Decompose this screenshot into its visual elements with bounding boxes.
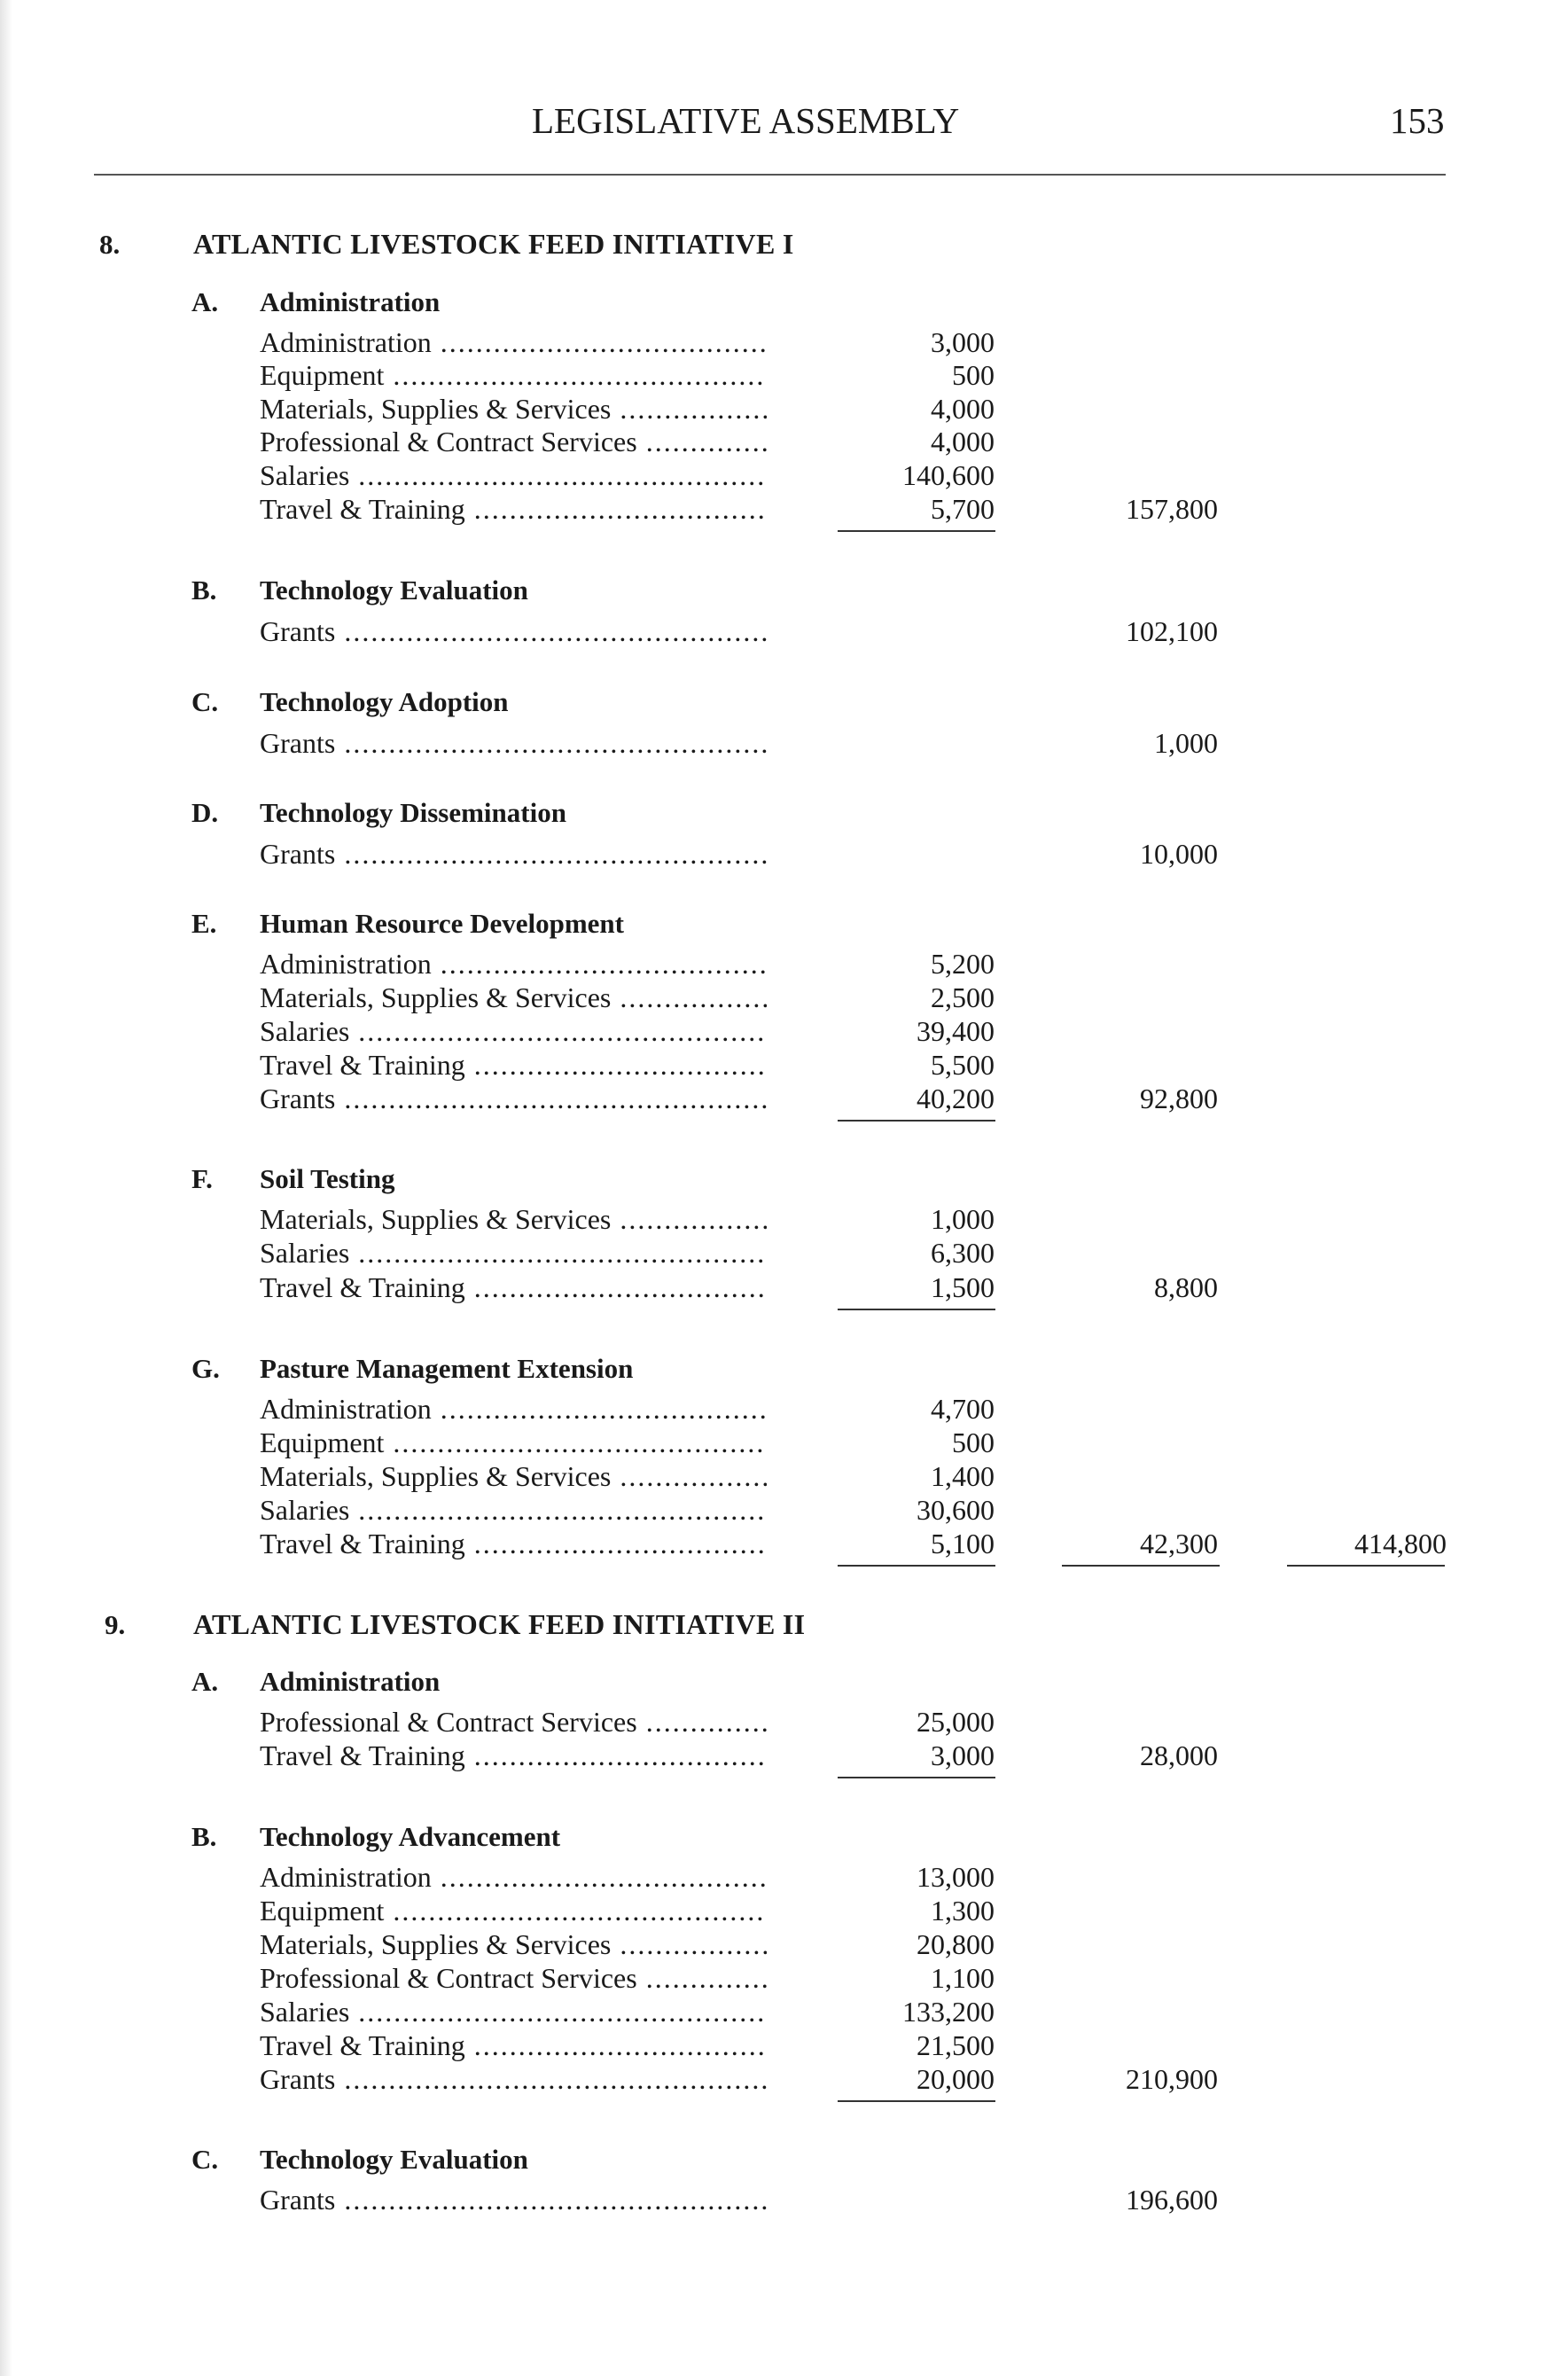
total-rule xyxy=(1287,1565,1445,1567)
section-title: Administration xyxy=(260,1666,441,1697)
section-subtotal: 1,000 xyxy=(1154,727,1218,759)
subtotal-rule xyxy=(838,1309,995,1310)
line-item-label: Salaries ..... xyxy=(260,459,767,492)
section-letter: C. xyxy=(191,2144,219,2175)
section-letter: A. xyxy=(191,286,219,317)
section-subtotal: 8,800 xyxy=(1154,1271,1218,1303)
section-letter: G. xyxy=(191,1353,220,1384)
line-item-label: Materials, Supplies & Services ..... xyxy=(260,1928,767,1961)
line-item-amount: 13,000 xyxy=(917,1861,995,1893)
program-title: ATLANTIC LIVESTOCK FEED INITIATIVE I xyxy=(193,228,794,260)
line-item-amount: 2,500 xyxy=(931,981,995,1013)
line-item-label: Materials, Supplies & Services ..... xyxy=(260,1203,767,1236)
line-item xyxy=(0,1528,1568,1561)
line-item-amount: 1,500 xyxy=(931,1271,995,1303)
line-item-label: Equipment ..... xyxy=(260,1426,767,1459)
section-title: Technology Evaluation xyxy=(260,574,528,606)
section-letter: B. xyxy=(191,574,217,606)
line-item-amount: 133,200 xyxy=(902,1996,995,2028)
line-item-label: Administration ..... xyxy=(260,326,767,359)
section-title: Technology Dissemination xyxy=(260,797,566,828)
program-title: ATLANTIC LIVESTOCK FEED INITIATIVE II xyxy=(193,1608,806,1640)
line-item-label: Administration ..... xyxy=(260,948,767,981)
subtotal-rule xyxy=(838,530,995,532)
line-item xyxy=(0,426,1568,459)
line-item xyxy=(0,1015,1568,1049)
section-letter: C. xyxy=(191,686,219,717)
line-item-amount: 1,300 xyxy=(931,1895,995,1927)
section-title: Administration xyxy=(260,286,441,317)
line-item-label: Travel & Training ..... xyxy=(260,1049,767,1082)
line-item-amount: 20,800 xyxy=(917,1928,995,1960)
line-item-label: Salaries ..... xyxy=(260,1996,767,2028)
line-item xyxy=(0,493,1568,527)
line-item-amount: 25,000 xyxy=(917,1706,995,1738)
line-item-amount: 3,000 xyxy=(931,326,995,358)
line-item-amount: 21,500 xyxy=(917,2029,995,2061)
line-item-label: Salaries ..... xyxy=(260,1015,767,1048)
section-letter: B. xyxy=(191,1821,217,1852)
line-item xyxy=(0,1203,1568,1237)
section-letter: A. xyxy=(191,1666,219,1697)
section-subtotal: 42,300 xyxy=(1140,1528,1218,1559)
line-item-label: Materials, Supplies & Services ..... xyxy=(260,393,767,426)
line-item-label: Professional & Contract Services ..... xyxy=(260,1706,767,1739)
section-letter: F. xyxy=(191,1163,213,1194)
running-header-title: LEGISLATIVE ASSEMBLY xyxy=(532,100,960,141)
line-item xyxy=(0,838,1568,871)
line-item-amount: 140,600 xyxy=(902,459,995,491)
line-item xyxy=(0,393,1568,426)
line-item-label: Materials, Supplies & Services ..... xyxy=(260,1460,767,1493)
line-item xyxy=(0,727,1568,761)
line-item xyxy=(0,326,1568,360)
line-item-amount: 30,600 xyxy=(917,1494,995,1526)
line-item-amount: 3,000 xyxy=(931,1739,995,1771)
subtotal-rule xyxy=(838,1120,995,1122)
line-item-amount: 1,100 xyxy=(931,1962,995,1994)
line-item xyxy=(0,1706,1568,1739)
line-item-label: Equipment ..... xyxy=(260,1895,767,1927)
line-item-amount: 4,700 xyxy=(931,1393,995,1425)
line-item xyxy=(0,1962,1568,1996)
line-item xyxy=(0,359,1568,393)
page-number: 153 xyxy=(1390,100,1445,141)
line-item xyxy=(0,2063,1568,2097)
line-item-label: Equipment ..... xyxy=(260,359,767,392)
line-item xyxy=(0,615,1568,649)
line-item-amount: 5,100 xyxy=(931,1528,995,1559)
line-item xyxy=(0,1928,1568,1962)
section-title: Pasture Management Extension xyxy=(260,1353,634,1384)
line-item-amount: 5,500 xyxy=(931,1049,995,1081)
subtotal-rule xyxy=(838,2100,995,2102)
section-subtotal: 10,000 xyxy=(1140,838,1218,870)
line-item xyxy=(0,981,1568,1015)
section-letter: E. xyxy=(191,908,217,939)
line-item xyxy=(0,1460,1568,1494)
section-subtotal: 92,800 xyxy=(1140,1082,1218,1114)
section-letter: D. xyxy=(191,797,219,828)
line-item xyxy=(0,1049,1568,1082)
line-item-amount: 40,200 xyxy=(917,1082,995,1114)
line-item xyxy=(0,2184,1568,2217)
line-item-amount: 500 xyxy=(952,1426,995,1458)
header-rule xyxy=(94,174,1446,176)
line-item-label: Travel & Training ..... xyxy=(260,1739,767,1772)
line-item-label: Grants ..... xyxy=(260,727,767,760)
line-item-amount: 39,400 xyxy=(917,1015,995,1047)
line-item-label: Professional & Contract Services ..... xyxy=(260,1962,767,1995)
subtotal-rule xyxy=(838,1565,995,1567)
line-item-label: Administration ..... xyxy=(260,1393,767,1426)
line-item-label: Grants ..... xyxy=(260,615,767,648)
line-item xyxy=(0,1082,1568,1116)
section-title: Technology Advancement xyxy=(260,1821,561,1852)
section-title: Technology Adoption xyxy=(260,686,509,717)
line-item xyxy=(0,1494,1568,1528)
line-item-label: Professional & Contract Services ..... xyxy=(260,426,767,458)
line-item-amount: 1,400 xyxy=(931,1460,995,1492)
section-subtotal: 28,000 xyxy=(1140,1739,1218,1771)
line-item xyxy=(0,1237,1568,1270)
line-item xyxy=(0,1996,1568,2029)
line-item-amount: 4,000 xyxy=(931,426,995,457)
line-item-amount: 5,700 xyxy=(931,493,995,525)
line-item xyxy=(0,2029,1568,2063)
line-item-label: Travel & Training ..... xyxy=(260,1528,767,1560)
section-title: Technology Evaluation xyxy=(260,2144,528,2175)
section-subtotal: 157,800 xyxy=(1126,493,1218,525)
line-item-label: Travel & Training ..... xyxy=(260,2029,767,2062)
line-item xyxy=(0,1895,1568,1928)
line-item-amount: 20,000 xyxy=(917,2063,995,2095)
line-item-label: Salaries ..... xyxy=(260,1494,767,1527)
line-item-label: Grants ..... xyxy=(260,1082,767,1115)
section-subtotal: 210,900 xyxy=(1126,2063,1218,2095)
line-item xyxy=(0,1271,1568,1305)
line-item-label: Grants ..... xyxy=(260,2063,767,2096)
line-item-label: Administration ..... xyxy=(260,1861,767,1894)
line-item-amount: 6,300 xyxy=(931,1237,995,1269)
section-title: Soil Testing xyxy=(260,1163,395,1194)
line-item-amount: 5,200 xyxy=(931,948,995,980)
line-item xyxy=(0,1739,1568,1773)
line-item-amount: 4,000 xyxy=(931,393,995,425)
line-item-label: Travel & Training ..... xyxy=(260,1271,767,1304)
program-number: 8. xyxy=(99,229,121,260)
section-subtotal: 196,600 xyxy=(1126,2184,1218,2216)
section-title: Human Resource Development xyxy=(260,908,624,939)
line-item xyxy=(0,459,1568,493)
line-item-label: Travel & Training ..... xyxy=(260,493,767,526)
line-item xyxy=(0,1861,1568,1895)
line-item-label: Grants ..... xyxy=(260,2184,767,2216)
line-item-label: Salaries ..... xyxy=(260,1237,767,1270)
program-total: 414,800 xyxy=(1354,1528,1447,1559)
line-item-amount: 500 xyxy=(952,359,995,391)
subtotal-rule xyxy=(838,1777,995,1778)
section-subtotal: 102,100 xyxy=(1126,615,1218,647)
line-item-label: Grants ..... xyxy=(260,838,767,871)
line-item xyxy=(0,1393,1568,1426)
subtotal-rule xyxy=(1062,1565,1220,1567)
line-item-amount: 1,000 xyxy=(931,1203,995,1235)
program-number: 9. xyxy=(105,1609,126,1640)
line-item-label: Materials, Supplies & Services ..... xyxy=(260,981,767,1014)
line-item xyxy=(0,948,1568,981)
line-item xyxy=(0,1426,1568,1460)
